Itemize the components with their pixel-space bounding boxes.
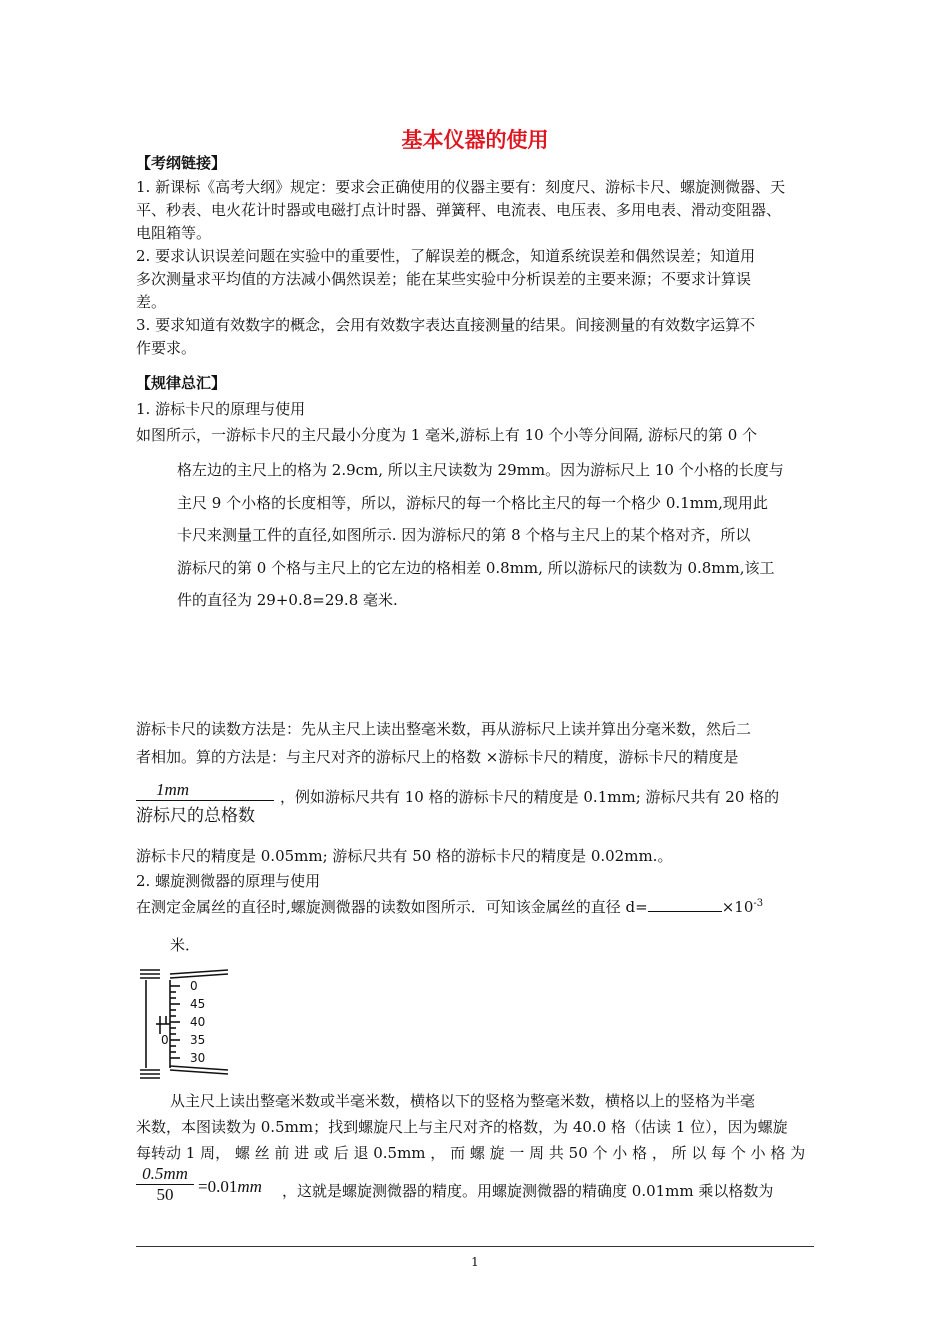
text-line: 1. 新课标《高考大纲》规定：要求会正确使用的仪器主要有：刻度尺、游标卡尺、螺旋测微器、天	[136, 178, 786, 196]
item1-title: 1. 游标卡尺的原理与使用	[136, 400, 306, 418]
explain-line: 每转动 1 周， 螺 丝 前 进 或 后 退 0.5mm ， 而 螺 旋 一 周 共 50 个 小 格 ， 所 以 每 个 小 格 为	[136, 1144, 806, 1162]
thimble-label: 0	[190, 979, 198, 993]
reading-method-line-2: 者相加。算的方法是：与主尺对齐的游标尺上的格数 ×游标卡尺的精度，游标卡尺的精度是	[136, 748, 739, 766]
text-line: 格左边的主尺上的格为 2.9cm, 所以主尺读数为 29mm。因为游标尺上 10 个小格的长度与	[177, 461, 784, 479]
kaogang-paragraphs	[136, 176, 785, 360]
precision-line: 游标卡尺的精度是 0.05mm; 游标尺共有 50 格的游标卡尺的精度是 0.02mm.。	[136, 847, 673, 865]
reading-method-line-1: 游标卡尺的读数方法是：先从主尺上读出整毫米数，再从游标尺上读并算出分毫米数，然后二	[136, 720, 752, 738]
item1-first-line: 如图所示，一游标卡尺的主尺最小分度为 1 毫米,游标上有 10 个小等分间隔, 游标尺的第 0 个	[136, 426, 758, 444]
text-line: 电阻箱等。	[136, 224, 212, 242]
text-line: 件的直径为 29+0.8=29.8 毫米.	[177, 591, 398, 609]
item2-question	[136, 896, 763, 917]
fraction2-trailing-text: ，这就是螺旋测微器的精度。用螺旋测微器的精确度 0.01mm 乘以格数为	[282, 1182, 774, 1200]
result-value: =0.01	[198, 1177, 238, 1196]
question-text: 在测定金属丝的直径时,螺旋测微器的读数如图所示．可知该金属丝的直径 d=	[136, 898, 648, 916]
thimble-label: 45	[190, 997, 206, 1011]
fraction-result	[198, 1177, 262, 1197]
explain-line: 从主尺上读出整毫米数或半毫米数，横格以下的竖格为整毫米数，横格以上的竖格为半毫	[170, 1092, 756, 1110]
main-scale-label: 0	[161, 1033, 169, 1047]
text-line: 3. 要求知道有效数字的概念，会用有效数字表达直接测量的结果。间接测量的有效数字运算不	[136, 316, 756, 334]
micrometer-fraction	[136, 1164, 194, 1205]
fraction-numerator: 0.5mm	[142, 1164, 188, 1183]
fraction-denominator: 游标尺的总格数	[136, 806, 255, 825]
unit-exponent: -3	[753, 898, 764, 909]
precision-fraction	[136, 780, 274, 826]
item2-unit-end: 米．	[170, 936, 201, 954]
micrometer-figure	[136, 966, 236, 1082]
text-line: 作要求。	[136, 339, 197, 357]
section-heading-guilv: 【规律总汇】	[136, 374, 227, 392]
answer-blank	[648, 897, 722, 912]
fraction-denominator: 50	[156, 1185, 174, 1204]
text-line: 2. 要求认识误差问题在实验中的重要性，了解误差的概念，知道系统误差和偶然误差；知道用	[136, 247, 756, 265]
text-line: 卡尺来测量工件的直径,如图所示. 因为游标尺的第 8 个格与主尺上的某个格对齐，所以	[177, 526, 751, 544]
explain-line: 米数，本图读数为 0.5mm；找到螺旋尺上与主尺对齐的格数，为 40.0 格（估读 1 位），因为螺旋	[136, 1118, 788, 1136]
page-title: 基本仪器的使用	[401, 128, 549, 152]
text-line: 平、秒表、电火花计时器或电磁打点计时器、弹簧秤、电流表、电压表、多用电表、滑动变阻器、	[136, 201, 782, 219]
result-unit: mm	[237, 1177, 262, 1196]
section-heading-kaogang: 【考纲链接】	[136, 154, 227, 172]
item1-indented-paragraph	[177, 454, 784, 617]
thimble-label: 40	[190, 1015, 206, 1029]
unit-prefix: ×10	[721, 898, 754, 916]
item2-title: 2. 螺旋测微器的原理与使用	[136, 872, 321, 890]
text-line: 差。	[136, 293, 167, 311]
footer-divider	[136, 1246, 814, 1247]
fraction-numerator: 1mm	[156, 780, 190, 799]
thimble-label: 35	[190, 1033, 206, 1047]
text-line: 游标尺的第 0 个格与主尺上的它左边的格相差 0.8mm, 所以游标尺的读数为 0.8mm,该工	[177, 558, 775, 577]
fraction-trailing-text: ，例如游标尺共有 10 格的游标卡尺的精度是 0.1mm; 游标尺共有 20 格的	[280, 788, 780, 806]
page-number: 1	[471, 1255, 479, 1269]
text-line: 多次测量求平均值的方法减小偶然误差；能在某些实验中分析误差的主要来源；不要求计算误	[136, 270, 752, 288]
text-line: 主尺 9 个小格的长度相等，所以，游标尺的每一个格比主尺的每一个格少 0.1mm,现用此	[177, 493, 768, 512]
thimble-label: 30	[190, 1051, 206, 1065]
